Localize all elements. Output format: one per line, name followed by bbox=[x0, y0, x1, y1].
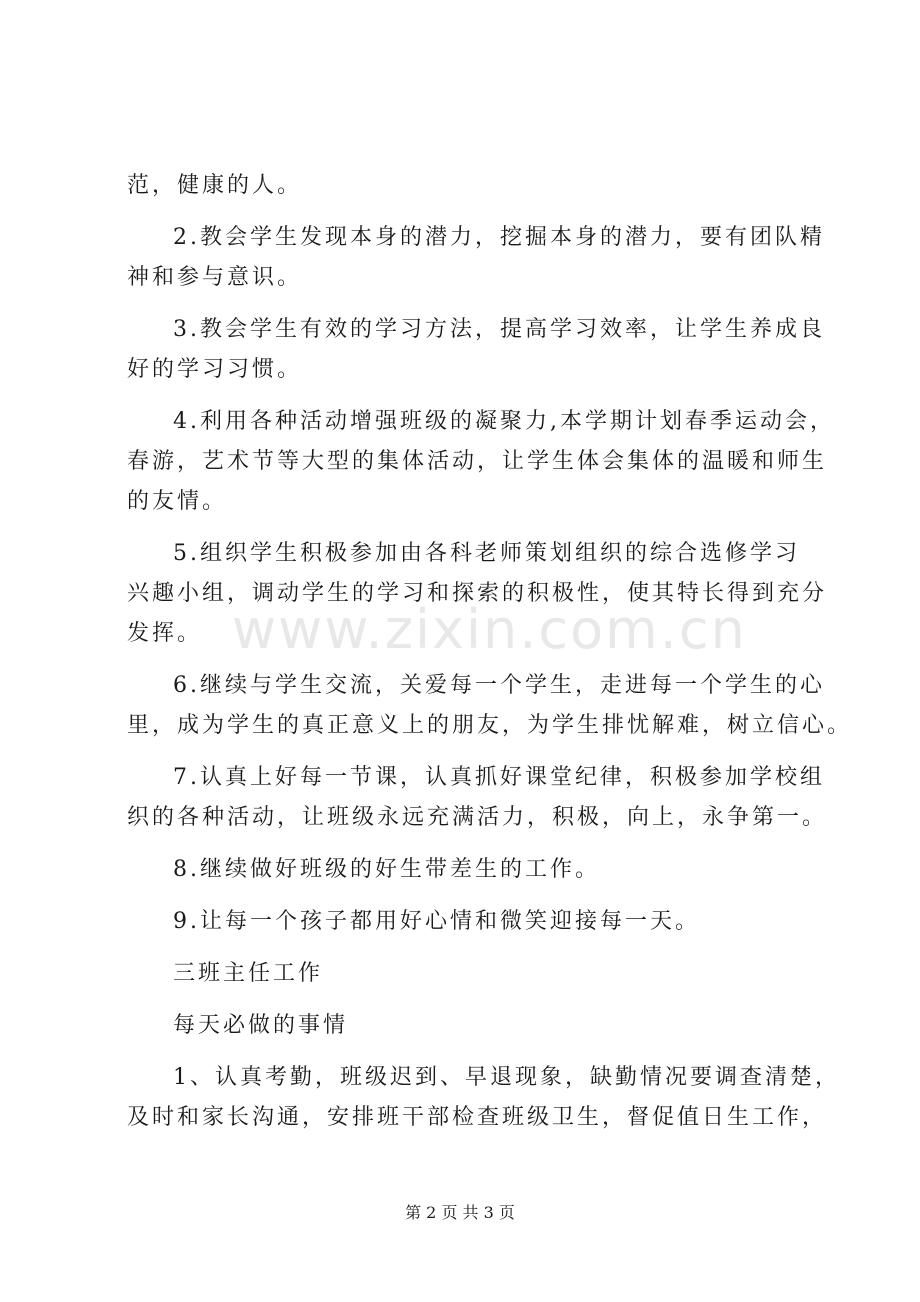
text-line: 好的学习习惯。 bbox=[127, 357, 303, 382]
text-line: 及时和家长沟通，安排班干部检查班级卫生，督促值日生工作， bbox=[127, 1105, 828, 1130]
page-footer: 第 2 页 共 3 页 bbox=[405, 1203, 515, 1222]
text-line: 8.继续做好班级的好生带差生的工作。 bbox=[173, 857, 600, 882]
text-line: 发挥。 bbox=[127, 621, 203, 646]
text-line: 神和参与意识。 bbox=[127, 265, 303, 290]
text-line: 范，健康的人。 bbox=[127, 173, 303, 198]
watermark: www.zixin.com.cn bbox=[232, 598, 747, 661]
text-line: 6.继续与学生交流，关爱每一个学生，走进每一个学生的心 bbox=[173, 673, 825, 698]
text-line: 4.利用各种活动增强班级的凝聚力,本学期计划春季运动会， bbox=[173, 409, 835, 434]
text-line: 的友情。 bbox=[127, 489, 228, 514]
text-line: 2.教会学生发现本身的潜力，挖掘本身的潜力，要有团队精 bbox=[173, 225, 825, 250]
text-line: 5.组织学生积极参加由各科老师策划组织的综合选修学习 bbox=[173, 541, 800, 566]
text-line: 9.让每一个孩子都用好心情和微笑迎接每一天。 bbox=[173, 909, 700, 934]
text-line: 织的各种活动，让班级永远充满活力，积极，向上，永争第一。 bbox=[127, 805, 828, 830]
text-line: 兴趣小组，调动学生的学习和探索的积极性，使其特长得到充分 bbox=[127, 581, 828, 606]
text-line: 1、认真考勤，班级迟到、早退现象，缺勤情况要调查清楚， bbox=[173, 1065, 840, 1090]
section-heading: 三班主任工作 bbox=[173, 961, 324, 986]
text-line: 3.教会学生有效的学习方法，提高学习效率，让学生养成良 bbox=[173, 317, 825, 342]
text-line: 7.认真上好每一节课，认真抓好课堂纪律，积极参加学校组 bbox=[173, 765, 825, 790]
text-line: 里，成为学生的真正意义上的朋友，为学生排忧解难，树立信心。 bbox=[127, 713, 853, 738]
text-line: 春游，艺术节等大型的集体活动，让学生体会集体的温暖和师生 bbox=[127, 449, 828, 474]
sub-heading: 每天必做的事情 bbox=[173, 1013, 349, 1038]
